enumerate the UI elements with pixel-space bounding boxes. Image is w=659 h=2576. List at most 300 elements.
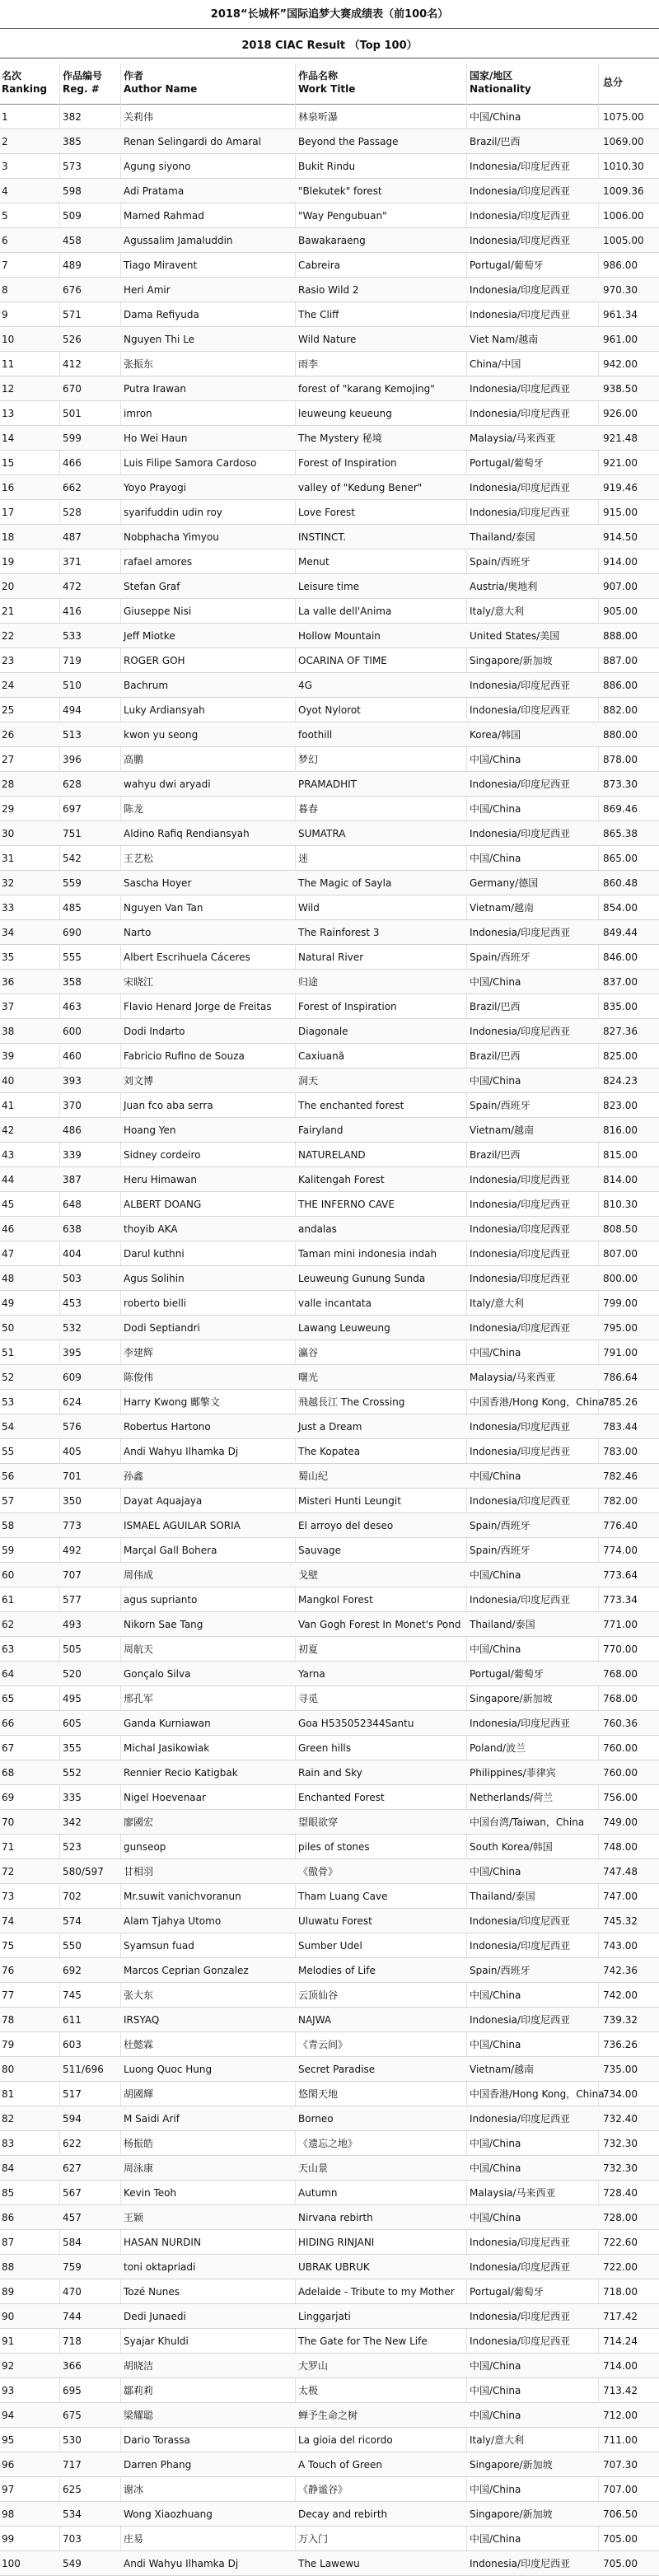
cell-score: 706.50	[603, 2508, 638, 2520]
cell-reg: 494	[63, 704, 82, 716]
cell-nationality: Indonesia/印度尼西亚	[470, 185, 571, 197]
cell-nationality: 中国/China	[470, 803, 521, 815]
cell-score: 914.00	[603, 556, 638, 568]
cell-reg: 580/597	[63, 1866, 104, 1877]
cell-rank: 7	[2, 259, 8, 271]
cell-reg: 670	[63, 383, 82, 395]
cell-reg: 339	[63, 1149, 82, 1161]
cell-work: "Blekutek" forest	[298, 185, 382, 197]
table-row	[0, 500, 659, 525]
cell-reg: 460	[63, 1050, 82, 1062]
cell-work: Uluwatu Forest	[298, 1915, 372, 1927]
cell-reg: 489	[63, 259, 82, 271]
cell-reg: 533	[63, 630, 82, 642]
cell-rank: 37	[2, 1001, 15, 1012]
cell-author: 张振东	[124, 358, 154, 370]
cell-score: 1069.00	[603, 136, 644, 147]
table-header	[0, 63, 659, 104]
cell-reg: 370	[63, 1100, 82, 1111]
table-row	[0, 1983, 659, 2008]
cell-rank: 71	[2, 1841, 15, 1853]
cell-reg: 622	[63, 2138, 82, 2149]
cell-nationality: Indonesia/印度尼西亚	[470, 1940, 571, 1952]
cell-author: Hoang Yen	[124, 1124, 176, 1136]
cell-rank: 16	[2, 482, 15, 493]
cell-reg: 549	[63, 2558, 82, 2569]
cell-score: 747.48	[603, 1866, 638, 1877]
cell-rank: 76	[2, 1965, 15, 1976]
cell-score: 846.00	[603, 951, 638, 963]
table-row	[0, 549, 659, 574]
table-row	[0, 451, 659, 475]
cell-reg: 534	[63, 2508, 82, 2520]
cell-nationality: Austria/奥地利	[470, 581, 538, 592]
cell-score: 873.30	[603, 778, 638, 790]
cell-reg: 358	[63, 976, 82, 988]
cell-nationality: Brazil/巴西	[470, 1001, 521, 1012]
table-row	[0, 1785, 659, 1810]
cell-score: 773.34	[603, 1594, 638, 1606]
cell-work: Sauvage	[298, 1545, 342, 1556]
cell-rank: 29	[2, 803, 15, 815]
cell-work: 云顶仙谷	[298, 1989, 339, 2001]
cell-work: SUMATRA	[298, 828, 346, 839]
cell-rank: 30	[2, 828, 15, 839]
cell-rank: 69	[2, 1792, 15, 1803]
cell-score: 728.00	[603, 2212, 638, 2223]
cell-work: 悠閑天地	[298, 2088, 339, 2100]
cell-work: Yarna	[298, 1668, 325, 1680]
cell-score: 722.00	[603, 2261, 638, 2273]
cell-nationality: Indonesia/印度尼西亚	[470, 2558, 571, 2569]
cell-score: 824.23	[603, 1075, 638, 1087]
document-title: 2018“长城杯”国际追梦大赛成绩表（前100名）	[210, 8, 449, 21]
header-work: 作品名称 Work Title	[298, 70, 356, 95]
cell-work: 《遗忘之地》	[298, 2138, 358, 2149]
cell-work: Just a Dream	[298, 1421, 362, 1433]
cell-rank: 48	[2, 1273, 15, 1284]
cell-nationality: Portugal/葡萄牙	[470, 457, 544, 469]
cell-work: Bukit Rindu	[298, 161, 356, 172]
cell-nationality: Indonesia/印度尼西亚	[470, 1915, 571, 1927]
cell-work: Van Gogh Forest In Monet's Pond	[298, 1619, 461, 1630]
cell-nationality: 中国/China	[470, 1470, 521, 1482]
cell-work: Decay and rebirth	[298, 2508, 388, 2520]
cell-author: Rennier Recio Katigbak	[124, 1767, 238, 1779]
cell-nationality: Netherlands/荷兰	[470, 1792, 554, 1803]
table-row	[0, 945, 659, 970]
cell-nationality: Indonesia/印度尼西亚	[470, 1495, 571, 1507]
cell-work: Borneo	[298, 2113, 334, 2125]
table-row	[0, 772, 659, 797]
cell-author: Ho Wei Haun	[124, 432, 188, 444]
cell-reg: 486	[63, 1124, 82, 1136]
table-row	[0, 797, 659, 821]
cell-rank: 21	[2, 605, 15, 617]
cell-nationality: Indonesia/印度尼西亚	[470, 1446, 571, 1457]
cell-score: 785.26	[603, 1396, 638, 1408]
cell-score: 1010.30	[603, 161, 644, 172]
table-row	[0, 574, 659, 599]
cell-nationality: Germany/德国	[470, 877, 539, 889]
cell-nationality: Portugal/葡萄牙	[470, 2286, 544, 2298]
cell-rank: 68	[2, 1767, 15, 1779]
cell-rank: 36	[2, 976, 15, 988]
cell-author: Mamed Rahmad	[124, 210, 204, 222]
table-row	[0, 1760, 659, 1785]
cell-work: OCARINA OF TIME	[298, 655, 387, 666]
table-row	[0, 1118, 659, 1143]
cell-score: 1006.00	[603, 210, 644, 222]
cell-work: La valle dell'Anima	[298, 605, 392, 617]
cell-rank: 10	[2, 334, 15, 345]
table-row	[0, 228, 659, 253]
cell-nationality: 中国/China	[470, 1347, 521, 1358]
cell-reg: 393	[63, 1075, 82, 1087]
cell-work: 瀛谷	[298, 1347, 319, 1358]
cell-score: 878.00	[603, 754, 638, 765]
cell-rank: 86	[2, 2212, 15, 2223]
cell-rank: 81	[2, 2088, 15, 2100]
cell-reg: 567	[63, 2187, 82, 2199]
cell-nationality: Indonesia/印度尼西亚	[470, 507, 571, 518]
cell-author: 刘文博	[124, 1075, 154, 1087]
table-row	[0, 2527, 659, 2551]
cell-score: 854.00	[603, 902, 638, 914]
cell-nationality: 中国/China	[470, 1569, 521, 1581]
cell-author: Tiago Miravent	[124, 259, 198, 271]
cell-rank: 25	[2, 704, 15, 716]
cell-work: The Magic of Sayla	[298, 877, 392, 889]
cell-nationality: 中国/China	[470, 2533, 521, 2545]
header-author: 作者 Author Name	[124, 70, 198, 95]
cell-rank: 66	[2, 1718, 15, 1729]
cell-reg: 395	[63, 1347, 82, 1358]
cell-nationality: Portugal/葡萄牙	[470, 259, 544, 271]
table-row	[0, 2255, 659, 2279]
cell-rank: 78	[2, 2014, 15, 2026]
cell-nationality: Indonesia/印度尼西亚	[470, 680, 571, 691]
cell-work: Sumber Udel	[298, 1940, 362, 1952]
cell-reg: 509	[63, 210, 82, 222]
cell-reg: 600	[63, 1026, 82, 1037]
cell-work: Leuweung Gunung Sunda	[298, 1273, 426, 1284]
cell-rank: 9	[2, 309, 8, 320]
cell-reg: 396	[63, 754, 82, 765]
cell-nationality: 中国/China	[470, 2039, 521, 2050]
cell-score: 1005.00	[603, 235, 644, 246]
cell-score: 915.00	[603, 507, 638, 518]
cell-nationality: Korea/韩国	[470, 729, 521, 741]
cell-score: 705.00	[603, 2558, 638, 2569]
cell-work: 万入门	[298, 2533, 329, 2545]
cell-rank: 46	[2, 1223, 15, 1235]
cell-reg: 458	[63, 235, 82, 246]
cell-work: INSTINCT.	[298, 531, 347, 543]
cell-work: 《傲骨》	[298, 1866, 339, 1877]
cell-nationality: Vietnam/越南	[470, 902, 535, 914]
cell-score: 807.00	[603, 1248, 638, 1260]
cell-reg: 528	[63, 507, 82, 518]
cell-author: 鄒莉莉	[124, 2385, 154, 2396]
cell-work: 天山景	[298, 2162, 329, 2174]
table-row	[0, 1637, 659, 1662]
cell-rank: 14	[2, 432, 15, 444]
cell-work: Oyot Nylorot	[298, 704, 361, 716]
cell-reg: 598	[63, 185, 82, 197]
cell-author: ALBERT DOANG	[124, 1199, 202, 1210]
cell-author: 陈龙	[124, 803, 144, 815]
cell-work: NAJWA	[298, 2014, 332, 2026]
cell-nationality: Brazil/巴西	[470, 1149, 521, 1161]
cell-rank: 41	[2, 1100, 15, 1111]
cell-author: Robertus Hartono	[124, 1421, 211, 1433]
cell-author: Tozé Nunes	[124, 2286, 180, 2298]
cell-author: Wong Xiaozhuang	[124, 2508, 213, 2520]
cell-author: Andi Wahyu Ilhamka Dj	[124, 1446, 239, 1457]
cell-rank: 93	[2, 2385, 15, 2396]
cell-score: 808.50	[603, 1223, 638, 1235]
cell-author: 宋晓江	[124, 976, 154, 988]
cell-reg: 405	[63, 1446, 82, 1457]
cell-rank: 83	[2, 2138, 15, 2149]
cell-reg: 526	[63, 334, 82, 345]
cell-score: 732.30	[603, 2138, 638, 2149]
cell-work: Linggarjati	[298, 2311, 351, 2322]
cell-rank: 99	[2, 2533, 15, 2545]
cell-rank: 72	[2, 1866, 15, 1877]
cell-author: 张大东	[124, 1989, 154, 2001]
cell-score: 919.46	[603, 482, 638, 493]
cell-rank: 22	[2, 630, 15, 642]
table-row	[0, 253, 659, 278]
cell-nationality: 中国/China	[470, 2138, 521, 2149]
cell-score: 786.64	[603, 1372, 638, 1383]
cell-nationality: 中国/China	[470, 1075, 521, 1087]
cell-score: 736.26	[603, 2039, 638, 2050]
cell-work: 戈壁	[298, 1569, 319, 1581]
table-row	[0, 624, 659, 648]
cell-score: 815.00	[603, 1149, 638, 1161]
cell-nationality: Indonesia/印度尼西亚	[470, 1421, 571, 1433]
cell-score: 783.00	[603, 1446, 638, 1457]
table-row	[0, 1612, 659, 1637]
cell-nationality: Indonesia/印度尼西亚	[470, 210, 571, 222]
cell-reg: 759	[63, 2261, 82, 2273]
table-row	[0, 1464, 659, 1489]
cell-rank: 51	[2, 1347, 15, 1358]
cell-author: 邢孔军	[124, 1693, 154, 1704]
cell-score: 823.00	[603, 1100, 638, 1111]
cell-author: Nguyen Thi Le	[124, 334, 195, 345]
cell-nationality: Indonesia/印度尼西亚	[470, 161, 571, 172]
cell-rank: 26	[2, 729, 15, 741]
cell-author: syarifuddin udin roy	[124, 507, 222, 518]
cell-nationality: Indonesia/印度尼西亚	[470, 927, 571, 938]
cell-nationality: Indonesia/印度尼西亚	[470, 284, 571, 296]
header-rank: 名次 Ranking	[2, 70, 48, 95]
cell-rank: 19	[2, 556, 15, 568]
cell-work: Cabreira	[298, 259, 341, 271]
cell-rank: 15	[2, 457, 15, 469]
cell-reg: 457	[63, 2212, 82, 2223]
cell-rank: 92	[2, 2360, 15, 2372]
cell-rank: 67	[2, 1742, 15, 1754]
cell-score: 739.32	[603, 2014, 638, 2026]
cell-reg: 385	[63, 136, 82, 147]
cell-score: 961.00	[603, 334, 638, 345]
cell-work: 太极	[298, 2385, 319, 2396]
cell-work: Leisure time	[298, 581, 360, 592]
cell-author: 王颖	[124, 2212, 144, 2223]
cell-author: 周泳康	[124, 2162, 154, 2174]
cell-score: 1075.00	[603, 111, 644, 123]
cell-nationality: 中国/China	[470, 1989, 521, 2001]
cell-rank: 31	[2, 853, 15, 864]
cell-rank: 63	[2, 1643, 15, 1655]
cell-score: 886.00	[603, 680, 638, 691]
cell-nationality: Indonesia/印度尼西亚	[470, 704, 571, 716]
cell-rank: 96	[2, 2459, 15, 2471]
table-row	[0, 1859, 659, 1884]
cell-reg: 573	[63, 161, 82, 172]
header-nationality: 国家/地区 Nationality	[470, 70, 531, 95]
table-row	[0, 1217, 659, 1241]
cell-nationality: Indonesia/印度尼西亚	[470, 778, 571, 790]
cell-nationality: 中国/China	[470, 2162, 521, 2174]
cell-author: imron	[124, 408, 152, 419]
cell-nationality: Indonesia/印度尼西亚	[470, 828, 571, 839]
table-row	[0, 401, 659, 426]
cell-reg: 594	[63, 2113, 82, 2125]
cell-author: kwon yu seong	[124, 729, 199, 741]
cell-rank: 82	[2, 2113, 15, 2125]
cell-work: Menut	[298, 556, 330, 568]
cell-author: Dodi Septiandri	[124, 1322, 200, 1334]
cell-author: Michal Jasikowiak	[124, 1742, 210, 1754]
cell-score: 865.38	[603, 828, 638, 839]
cell-work: Hollow Mountain	[298, 630, 381, 642]
table-row	[0, 179, 659, 203]
cell-work: The Kopatea	[298, 1446, 361, 1457]
cell-author: Stefan Graf	[124, 581, 180, 592]
cell-score: 768.00	[603, 1693, 638, 1704]
cell-work: 《静谧谷》	[298, 2484, 348, 2495]
table-row	[0, 1093, 659, 1118]
table-row	[0, 2551, 659, 2576]
cell-score: 800.00	[603, 1273, 638, 1284]
cell-work: 4G	[298, 680, 312, 691]
cell-author: Dario Torassa	[124, 2434, 190, 2446]
cell-reg: 625	[63, 2484, 82, 2495]
cell-reg: 574	[63, 1915, 82, 1927]
cell-reg: 472	[63, 581, 82, 592]
cell-rank: 43	[2, 1149, 15, 1161]
cell-author: 庄易	[124, 2533, 144, 2545]
table-row	[0, 352, 659, 376]
cell-score: 986.00	[603, 259, 638, 271]
cell-score: 711.00	[603, 2434, 638, 2446]
cell-work: andalas	[298, 1223, 337, 1235]
table-row	[0, 673, 659, 698]
cell-author: 廖國宏	[124, 1816, 154, 1828]
cell-work: The Mystery 秘境	[298, 432, 382, 444]
cell-score: 782.00	[603, 1495, 638, 1507]
cell-reg: 648	[63, 1199, 82, 1210]
cell-reg: 744	[63, 2311, 82, 2322]
table-row	[0, 1019, 659, 1044]
cell-score: 880.00	[603, 729, 638, 741]
cell-work: Wild	[298, 902, 320, 914]
cell-score: 849.44	[603, 927, 638, 938]
table-row	[0, 994, 659, 1019]
cell-rank: 27	[2, 754, 15, 765]
cell-score: 717.42	[603, 2311, 638, 2322]
cell-author: IRSYAQ	[124, 2014, 160, 2026]
cell-reg: 676	[63, 284, 82, 296]
cell-nationality: Malaysia/马来西亚	[470, 1372, 556, 1383]
table-row	[0, 129, 659, 154]
cell-work: The Lawewu	[298, 2558, 360, 2569]
cell-score: 728.40	[603, 2187, 638, 2199]
cell-rank: 20	[2, 581, 15, 592]
cell-rank: 75	[2, 1940, 15, 1952]
table-row	[0, 2452, 659, 2477]
cell-reg: 773	[63, 1520, 82, 1531]
cell-reg: 690	[63, 927, 82, 938]
cell-reg: 576	[63, 1421, 82, 1433]
cell-nationality: Brazil/巴西	[470, 136, 521, 147]
cell-score: 747.00	[603, 1891, 638, 1902]
cell-rank: 23	[2, 655, 15, 666]
cell-work: The Rainforest 3	[298, 927, 380, 938]
table-row	[0, 2106, 659, 2131]
cell-reg: 542	[63, 853, 82, 864]
cell-author: Sidney cordeiro	[124, 1149, 201, 1161]
cell-score: 760.36	[603, 1718, 638, 1729]
cell-work: 寻觅	[298, 1693, 319, 1704]
table-row	[0, 599, 659, 624]
cell-nationality: Spain/西班牙	[470, 556, 530, 568]
cell-nationality: Spain/西班牙	[470, 1100, 530, 1111]
cell-rank: 95	[2, 2434, 15, 2446]
cell-rank: 58	[2, 1520, 15, 1531]
cell-author: Marçal Gall Bohera	[124, 1545, 217, 1556]
cell-work: Forest of Inspiration	[298, 1001, 397, 1012]
cell-work: Kalitengah Forest	[298, 1174, 385, 1185]
cell-score: 714.24	[603, 2335, 638, 2347]
cell-author: Narto	[124, 927, 152, 938]
cell-work: forest of "karang Kemojing"	[298, 383, 435, 395]
cell-nationality: Indonesia/印度尼西亚	[470, 1273, 571, 1284]
cell-rank: 11	[2, 358, 15, 370]
table-row	[0, 2477, 659, 2502]
table-row	[0, 1884, 659, 1909]
cell-nationality: 中国/China	[470, 853, 521, 864]
table-row	[0, 1365, 659, 1390]
cell-rank: 90	[2, 2311, 15, 2322]
cell-work: leuweung keueung	[298, 408, 392, 419]
cell-author: Agussalim Jamaluddin	[124, 235, 233, 246]
table-row	[0, 1933, 659, 1958]
table-row	[0, 1587, 659, 1612]
cell-score: 961.34	[603, 309, 638, 320]
cell-reg: 404	[63, 1248, 82, 1260]
cell-work: 迷	[298, 853, 309, 864]
cell-author: 王艺松	[124, 853, 154, 864]
cell-score: 707.30	[603, 2459, 638, 2471]
cell-nationality: 中国/China	[470, 2212, 521, 2223]
